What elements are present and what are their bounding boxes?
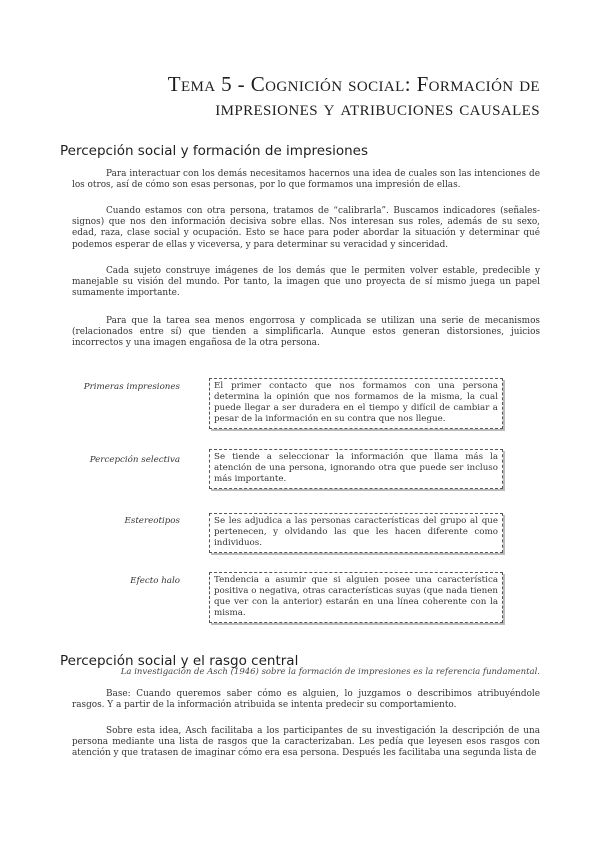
section-heading-central-trait: Percepción social y el rasgo central: [60, 653, 299, 669]
paragraph-2: [72, 206, 540, 251]
paragraph-6-text: Sobre esta idea, Asch facilitaba a los participantes de su investigación la descripción de una persona mediante una lista de rasgos que la caracterizaban. Les pedía que leyesen esos rasgos con atención y que tratasen de imaginar cómo era esa persona. Después les facilitaba una segunda lista de: [72, 726, 540, 759]
paragraph-5: [72, 689, 540, 711]
mechanism-label-primeras: Primeras impresiones: [83, 382, 180, 392]
paragraph-1-text: Para interactuar con los demás necesitamos hacernos una idea de cuales son las intenciones de los otros, así de cómo son esas personas, por lo que formamos una impresión de ellas.: [72, 169, 540, 191]
section-heading-impressions: Percepción social y formación de impresiones: [60, 143, 369, 159]
asch-quote: La investigación de Asch (1946) sobre la formación de impresiones es la referencia fundamental.: [120, 667, 540, 677]
page-title: [60, 72, 540, 120]
mechanism-label-halo: Efecto halo: [130, 576, 180, 586]
mechanism-box-halo: Tendencia a asumir que si alguien posee una característica positiva o negativa, otras características suyas (que nada tienen que ver con la anterior) estarán en una línea coherente con la misma.: [209, 572, 503, 623]
paragraph-5-text: Base: Cuando queremos saber cómo es alguien, lo juzgamos o describimos atribuyéndole rasgos. Y a partir de la información atribuida se intenta predecir su comportamiento.: [72, 689, 540, 711]
paragraph-4: [72, 316, 540, 350]
paragraph-1: [72, 169, 540, 191]
mechanism-box-estereotipos: Se les adjudica a las personas características del grupo al que pertenecen, y olvidando las que les hacen diferente como individuos.: [209, 513, 503, 553]
paragraph-3-text: Cada sujeto construye imágenes de los demás que le permiten volver estable, predecible y manejable su visión del mundo. Por tanto, la imagen que uno proyecta de sí mismo juega un papel sumamente importante.: [72, 266, 540, 299]
paragraph-2-text: Cuando estamos con otra persona, tratamos de “calibrarla”. Buscamos indicadores (señales-signos) que nos den información decisiva sobre ellas. Nos interesan sus roles, además de su sexo, edad, raza, clase social y ocupación. Esto se hace para poder abordar la situación y determinar qué podemos esperar de ellas y viceversa, y para determinar su veracidad y sinceridad.: [72, 206, 540, 250]
mechanism-label-estereotipos: Estereotipos: [124, 516, 180, 526]
paragraph-3: [72, 266, 540, 300]
mechanism-label-selectiva: Percepción selectiva: [89, 455, 180, 465]
title-line-2: impresiones y atribuciones causales: [215, 96, 540, 120]
mechanism-box-selectiva: Se tiende a seleccionar la información que llama más la atención de una persona, ignorando otra que puede ser incluso más importante.: [209, 449, 503, 489]
paragraph-4-text: Para que la tarea sea menos engorrosa y complicada se utilizan una serie de mecanismos (relacionados entre sí) que tienden a simplificarla. Aunque estos generan distorsiones, juicios incorrectos y una imagen engañosa de la otra persona.: [72, 316, 540, 349]
paragraph-6: [72, 726, 540, 760]
mechanism-box-primeras: El primer contacto que nos formamos con una persona determina la opinión que nos formamos de la misma, la cual puede llegar a ser duradera en el tiempo y difícil de cambiar a pesar de la información en su contra que nos llegue.: [209, 378, 503, 429]
title-line-1: Tema 5 - Cognición social: Formación de: [167, 72, 540, 96]
